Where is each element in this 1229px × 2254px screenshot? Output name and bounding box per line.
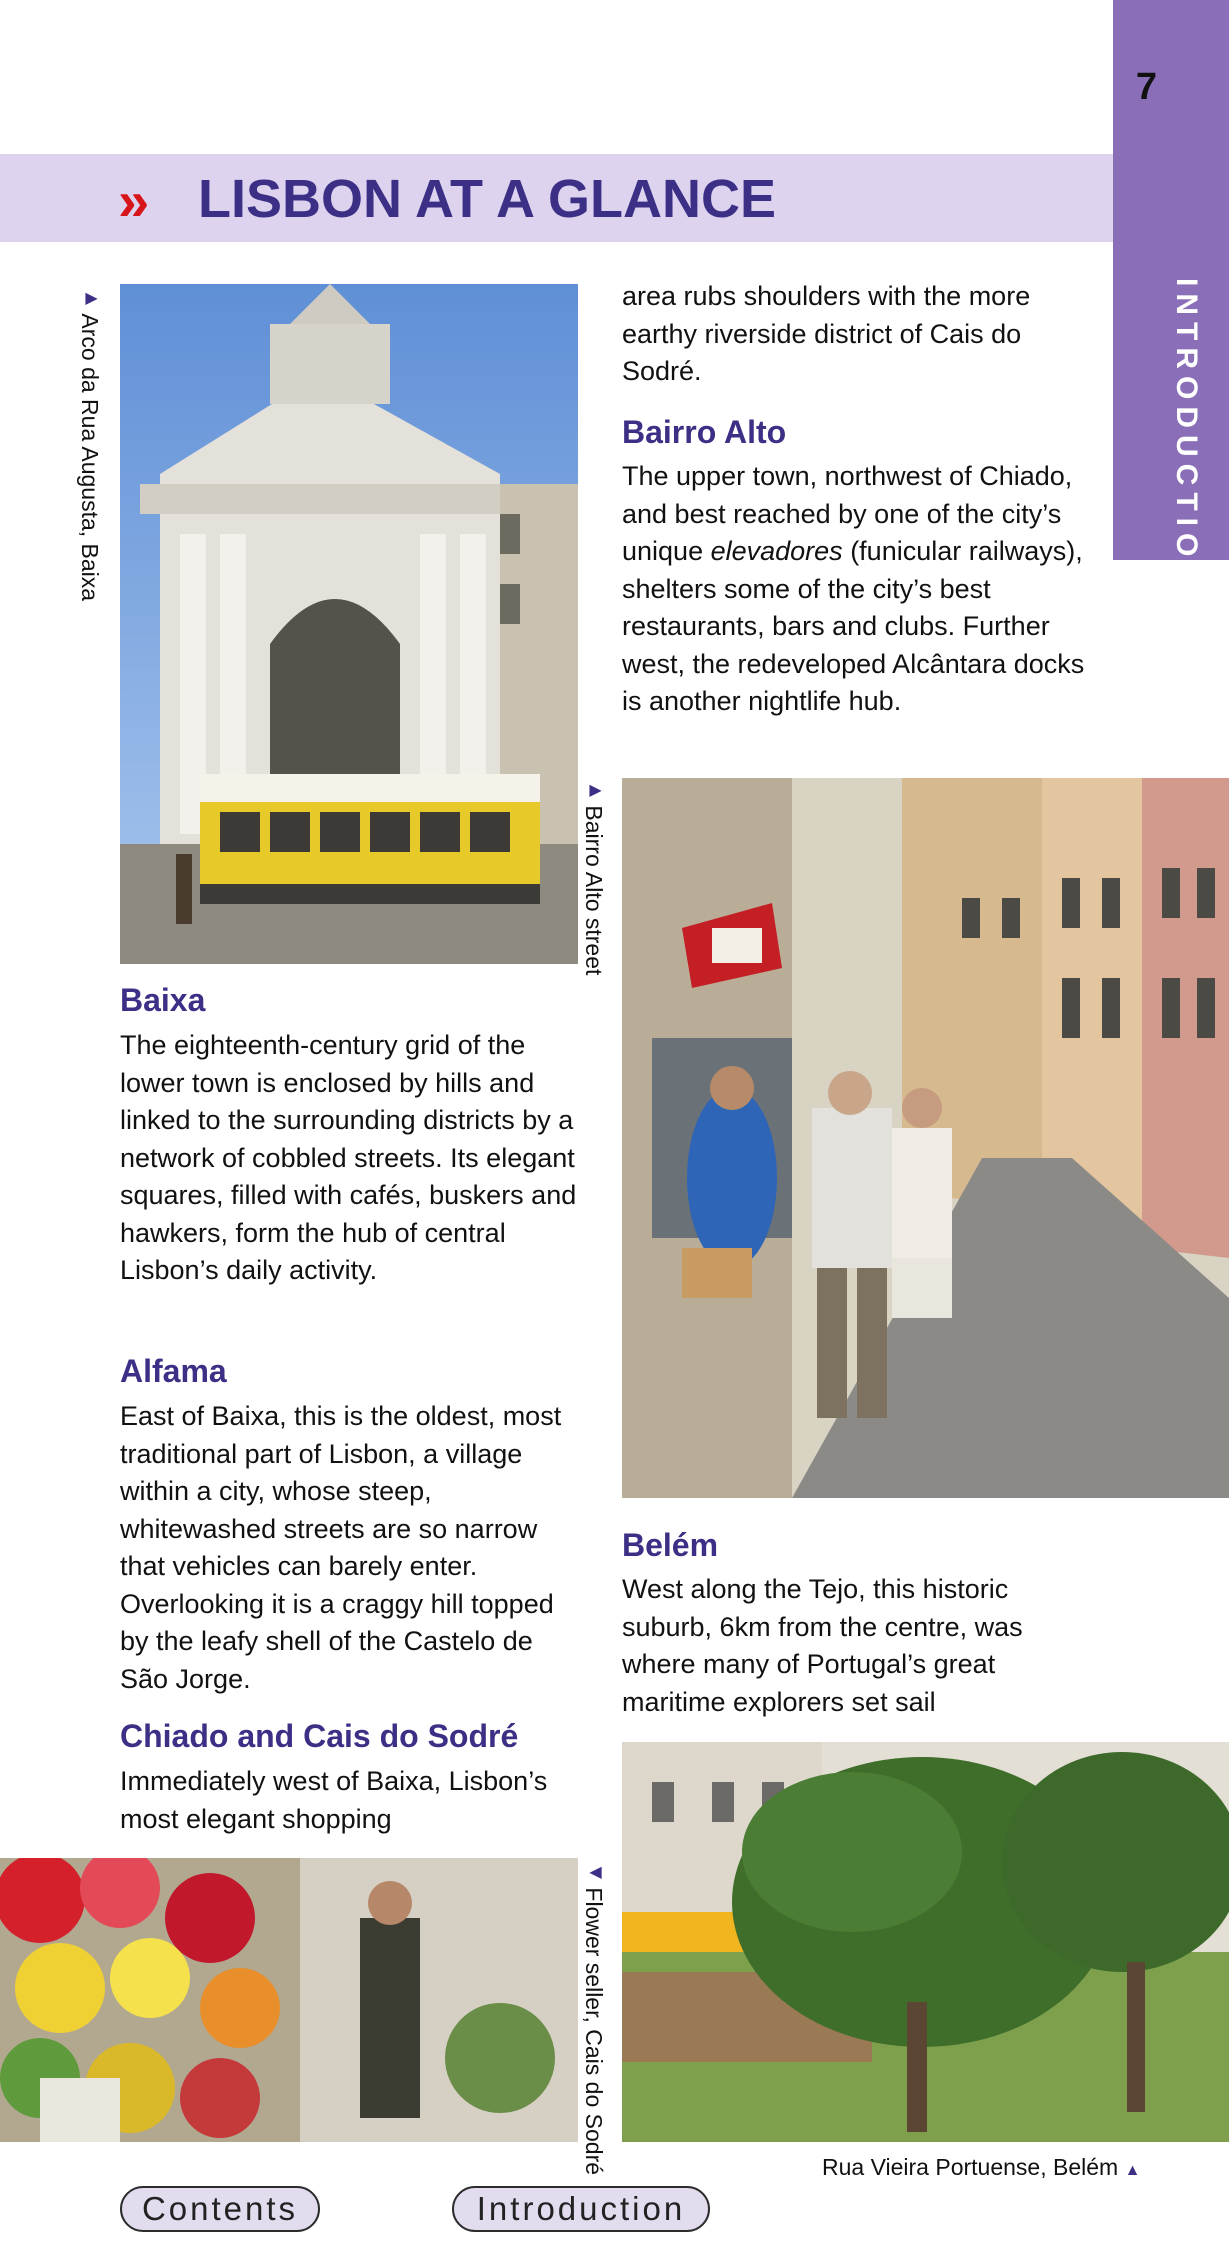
photo-flower-seller [0, 1858, 578, 2142]
title-arrows-icon: ›› [118, 169, 144, 232]
bairro-text-italic: elevadores [710, 536, 843, 566]
caption-triangle-icon: ◀ [586, 1862, 603, 1881]
photo-arco-da-rua-augusta [120, 284, 578, 964]
introduction-button[interactable]: Introduction [452, 2186, 710, 2232]
caption-arco-text: Arco da Rua Augusta, Baixa [77, 313, 103, 602]
caption-flower-text: Flower seller, Cais do Sodré [581, 1887, 607, 2176]
section-text-chiado-continued: area rubs shoulders with the more earthy riverside district of Cais do Sodré. [622, 281, 1031, 386]
section-heading-bairro-alto: Bairro Alto [622, 414, 787, 450]
photo-bairro-alto-street [622, 778, 1229, 1498]
section-text-chiado: Immediately west of Baixa, Lisbon’s most elegant shopping [120, 1766, 548, 1834]
caption-belem [822, 2154, 1140, 2181]
section-text-alfama: East of Baixa, this is the oldest, most traditional part of Lisbon, a village within a city, whose steep, whitewashed streets are so narrow that vehicles can barely enter. Overlooking it is a craggy hill topped by the leafy shell of the Castelo de São Jorge. [120, 1401, 562, 1694]
bairro-text-part-1: The upper town, northwest of Chiado, and best reached by one of the city’s unique [622, 461, 1073, 566]
section-side-tab-label: INTRODUCTION [1170, 278, 1203, 592]
caption-triangle-icon: ▲ [1124, 2162, 1141, 2179]
contents-button[interactable]: Contents [120, 2186, 320, 2232]
section-text-baixa: The eighteenth-century grid of the lower town is enclosed by hills and linked to the surrounding districts by a network of cobbled streets. Its elegant squares, filled with cafés, buskers and hawkers, form the hub of central Lisbon’s daily activity. [120, 1030, 577, 1285]
caption-flower-seller [580, 1862, 607, 2175]
page-title: LISBON AT A GLANCE [198, 169, 776, 229]
page-number: 7 [1135, 66, 1157, 108]
section-heading-baixa: Baixa [120, 982, 206, 1018]
caption-triangle-icon: ▶ [586, 780, 603, 799]
section-heading-alfama: Alfama [120, 1353, 227, 1389]
section-text-bairro-alto [622, 458, 1102, 721]
section-heading-belem: Belém [622, 1527, 719, 1563]
caption-arco [76, 288, 103, 601]
caption-belem-text: Rua Vieira Portuense, Belém [822, 2154, 1119, 2180]
bairro-text-part-2: (funicular railways), shelters some of the city’s best restaurants, bars and clubs. Further west, the redeveloped Alcântara docks is another nightlife hub. [622, 536, 1085, 716]
section-text-belem: West along the Tejo, this historic suburb, 6km from the centre, was where many of Portugal’s great maritime explorers set sail [622, 1574, 1023, 1717]
caption-triangle-icon: ▶ [82, 288, 99, 307]
section-heading-chiado: Chiado and Cais do Sodré [120, 1718, 519, 1754]
photo-rua-vieira-portuense [622, 1742, 1229, 2142]
caption-bairro-alto [580, 780, 607, 975]
caption-bairro-text: Bairro Alto street [581, 805, 607, 976]
